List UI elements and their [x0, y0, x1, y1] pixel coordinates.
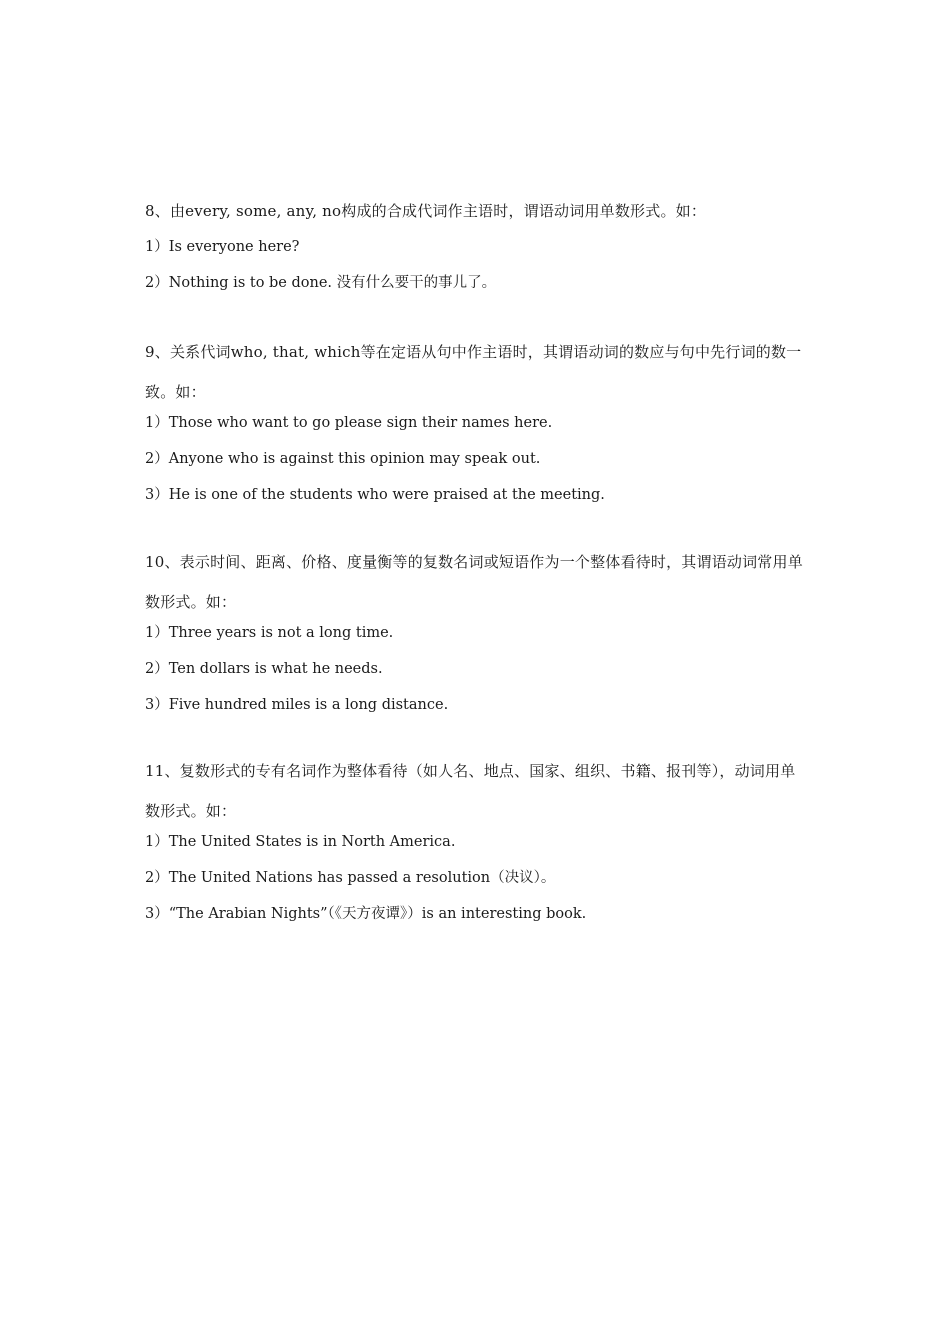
rule-9-example-1: 1）Those who want to go please sign their names here. [145, 415, 553, 431]
rule-10-example-2: 2）Ten dollars is what he needs. [145, 661, 383, 677]
rule-11-example-1: 1）The United States is in North America. [145, 834, 456, 850]
rule-9-example-2: 2）Anyone who is against this opinion may speak out. [145, 451, 541, 467]
rule-10-example-3: 3）Five hundred miles is a long distance. [145, 697, 449, 713]
rule-8-example-1: 1）Is everyone here? [145, 239, 300, 255]
rule-9 [145, 332, 810, 506]
rule-8-heading: 8、由every, some, any, no构成的合成代词作主语时，谓语动词用单数形式。如： [145, 202, 707, 220]
rule-8 [145, 200, 810, 294]
rule-11-heading: 11、复数形式的专有名词作为整体看待（如人名、地点、国家、组织、书籍、报刊等），动词用单数形式。如： [145, 762, 796, 820]
rule-11-example-3: 3）“The Arabian Nights”（《天方夜谭》）is an interesting book. [145, 906, 587, 922]
rule-8-example-2: 2）Nothing is to be done. 没有什么要干的事儿了。 [145, 275, 497, 291]
rule-11 [145, 751, 810, 925]
rule-9-heading: 9、关系代词who, that, which等在定语从句中作主语时，其谓语动词的数应与句中先行词的数一致。如： [145, 343, 802, 401]
rule-10-heading: 10、表示时间、距离、价格、度量衡等的复数名词或短语作为一个整体看待时，其谓语动词常用单数形式。如： [145, 553, 803, 611]
rule-11-example-2: 2）The United Nations has passed a resolution（决议）。 [145, 870, 556, 886]
rule-9-example-3: 3）He is one of the students who were praised at the meeting. [145, 487, 605, 503]
rule-10-example-1: 1）Three years is not a long time. [145, 625, 394, 641]
rule-10 [145, 542, 810, 716]
